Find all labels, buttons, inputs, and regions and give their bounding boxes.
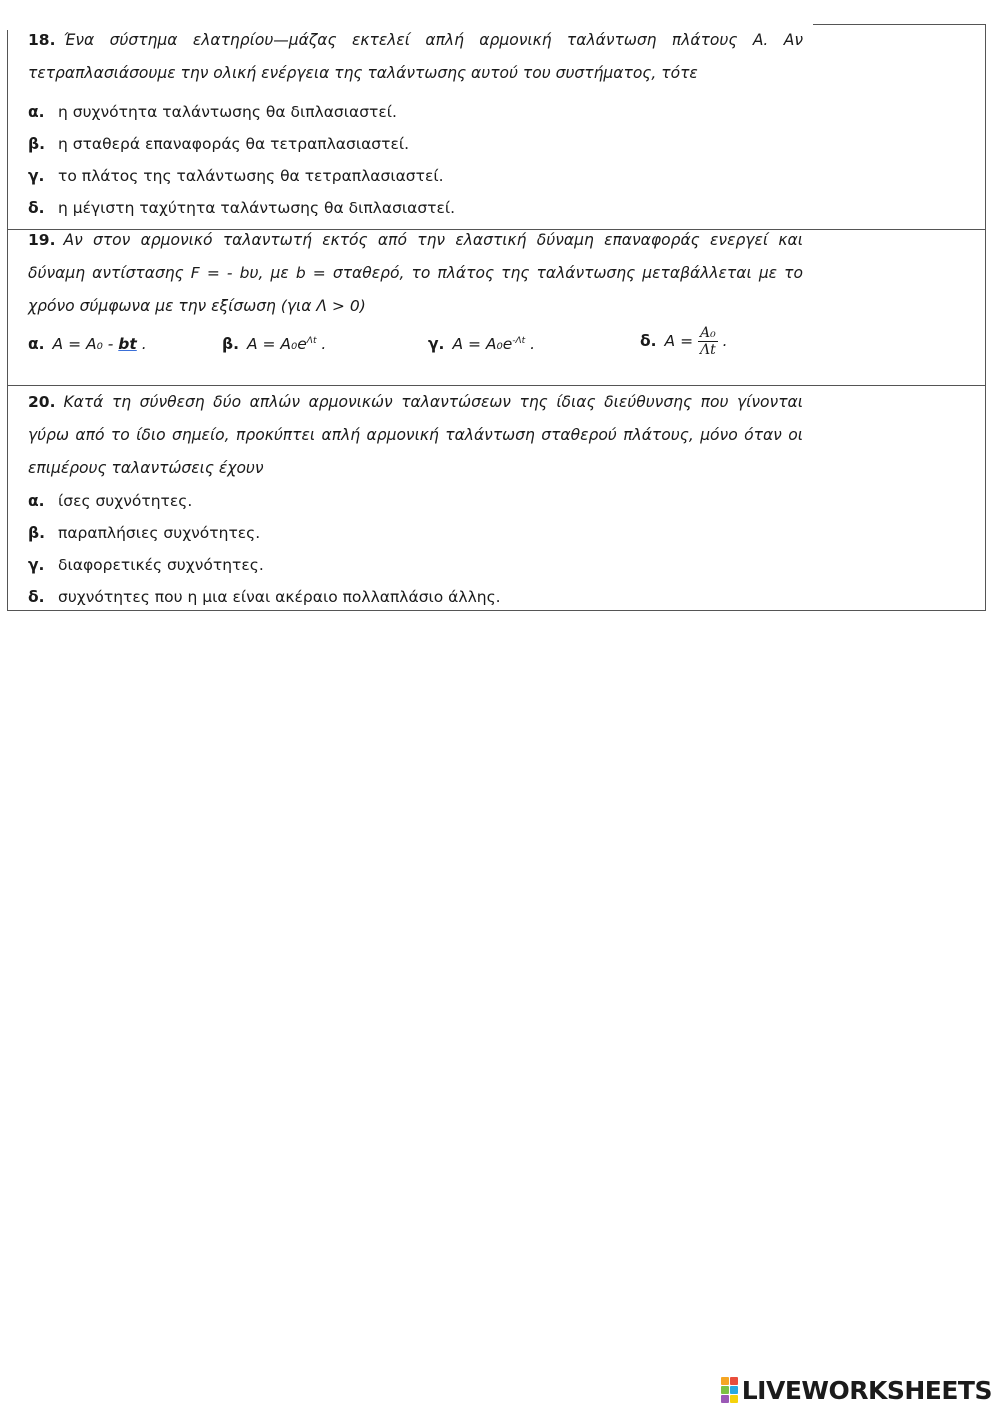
- option-18-b[interactable]: [28, 128, 803, 160]
- option-formula-end: .: [717, 332, 728, 350]
- option-18-a[interactable]: [28, 96, 803, 128]
- option-letter: δ.: [28, 588, 45, 606]
- liveworksheets-logo[interactable]: [721, 1375, 992, 1405]
- option-formula: A = A₀e: [246, 335, 307, 353]
- option-formula: A = A₀e: [452, 335, 513, 353]
- frame-left: [7, 30, 8, 611]
- option-formula-end: .: [316, 335, 327, 353]
- frame-right: [985, 24, 986, 611]
- option-formula-end: .: [525, 335, 536, 353]
- option-exponent: Λt: [306, 335, 317, 346]
- option-letter: γ.: [28, 556, 45, 574]
- question-number: 19.: [28, 231, 56, 249]
- option-18-d[interactable]: [28, 192, 803, 224]
- option-text: η συχνότητα ταλάντωσης θα διπλασιαστεί.: [58, 103, 397, 121]
- frame-top: [813, 24, 986, 25]
- option-letter: γ.: [28, 167, 45, 185]
- option-text: η σταθερά επαναφοράς θα τετραπλασιαστεί.: [58, 135, 409, 153]
- option-formula: A =: [664, 332, 698, 350]
- question-text: Αν στον αρμονικό ταλαντωτή εκτός από την ελαστική δύναμη επαναφοράς ενεργεί και δύναμη αντίστασης F = - bυ, με b = σταθερό, το πλάτος της ταλάντωσης μεταβάλλεται με το χρόνο σύμφωνα με την εξίσωση (για Λ > 0): [28, 231, 803, 315]
- question-number: 20.: [28, 393, 56, 411]
- option-letter: β.: [28, 524, 45, 542]
- option-20-c[interactable]: [28, 549, 803, 581]
- question-19-options: [28, 325, 803, 375]
- option-text: η μέγιστη ταχύτητα ταλάντωσης θα διπλασιαστεί.: [58, 199, 456, 217]
- option-exponent: -Λt: [512, 335, 526, 346]
- option-letter: δ.: [28, 199, 45, 217]
- logo-square: [730, 1395, 738, 1403]
- question-text: Κατά τη σύνθεση δύο απλών αρμονικών ταλαντώσεων της ίδιας διεύθυνσης που γίνονται γύρω από το ίδιο σημείο, προκύπτει απλή αρμονική ταλάντωση σταθερού πλάτους, μόνο όταν οι επιμέρους ταλαντώσεις έχουν: [28, 393, 803, 477]
- question-20: [28, 386, 803, 613]
- option-letter: β.: [28, 135, 45, 153]
- logo-square: [721, 1377, 729, 1385]
- question-18: [28, 24, 803, 224]
- option-formula: A = A₀ -: [52, 335, 119, 353]
- logo-square: [730, 1377, 738, 1385]
- option-letter: β.: [222, 335, 239, 353]
- fraction-numerator: A₀: [698, 325, 718, 342]
- option-20-d[interactable]: [28, 581, 803, 613]
- option-fraction: [698, 325, 718, 358]
- option-18-c[interactable]: [28, 160, 803, 192]
- option-formula-end: .: [136, 335, 147, 353]
- option-text: παραπλήσιες συχνότητες.: [58, 524, 261, 542]
- option-text: συχνότητες που η μια είναι ακέραιο πολλαπλάσιο άλλης.: [58, 588, 501, 606]
- logo-square: [721, 1395, 729, 1403]
- option-20-b[interactable]: [28, 517, 803, 549]
- question-text: Ένα σύστημα ελατηρίου—μάζας εκτελεί απλή αρμονική ταλάντωση πλάτους Α. Αν τετραπλασιάσουμε την ολική ενέργεια της ταλάντωσης αυτού του συστήματος, τότε: [28, 31, 803, 82]
- logo-mark-icon: [721, 1377, 738, 1403]
- option-19-b[interactable]: [222, 335, 326, 353]
- question-20-stem: [28, 386, 803, 485]
- question-19-stem: [28, 224, 803, 323]
- question-19: [28, 224, 803, 375]
- option-text: ίσες συχνότητες.: [58, 492, 193, 510]
- logo-square: [721, 1386, 729, 1394]
- option-19-a[interactable]: [28, 335, 147, 353]
- option-19-c[interactable]: [428, 335, 535, 353]
- option-letter: α.: [28, 492, 45, 510]
- question-18-stem: [28, 24, 803, 90]
- option-letter: γ.: [428, 335, 445, 353]
- option-letter: α.: [28, 335, 45, 353]
- logo-text: LIVEWORKSHEETS: [741, 1375, 992, 1405]
- option-formula-underlined: bt: [118, 335, 137, 353]
- option-letter: δ.: [640, 332, 657, 350]
- logo-square: [730, 1386, 738, 1394]
- option-letter: α.: [28, 103, 45, 121]
- option-text: διαφορετικές συχνότητες.: [58, 556, 264, 574]
- option-20-a[interactable]: [28, 485, 803, 517]
- option-text: το πλάτος της ταλάντωσης θα τετραπλασιαστεί.: [58, 167, 444, 185]
- question-number: 18.: [28, 31, 56, 49]
- option-19-d[interactable]: [640, 325, 728, 358]
- fraction-denominator: Λt: [700, 342, 716, 358]
